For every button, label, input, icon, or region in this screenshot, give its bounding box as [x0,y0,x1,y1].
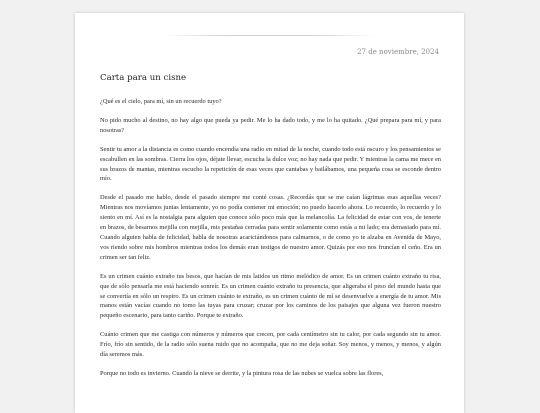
paragraph: Porque no todo es invierno. Cuando la nieve se derrite, y la pintura rosa de las nubes se vuelca sobre las flores, [100,369,384,377]
paragraph: Desde el pasado me hablo, desde el pasado siempre me conté cosas. ¿Recordás que se me caían lágrimas esas aquellas veces? Mientras nos movíamos juntas lentamente, yo no podía contener mi emoción; no puedo hacerlo ahora. Lo recuerdo, lo recuerdo y lo siento en mí. Así es la nostalgia para alguien que conoce sólo poco más que la melancolía. La felicidad de estar con vos, de tenerte en brazos, de besarnos mejilla con mejilla, mis pestañas cerradas para sentir solamente como estás a mi lado; era demasiado para mí. Cuando alguien habla de felicidad, habla de nosotras acariciándonos para calmarnos, o de como yo te alzaba en Avenida de Mayo, vos riendo sobre mis hombros mientras todos los demás eran testigos de nuestro amor. Quizás por eso nos fruncían el ceño. Era un crimen ser tan feliz. [100,194,441,261]
paragraph: No pido mucho al destino, no hay algo que pueda ya pedir. Me lo ha dado todo, y me lo ha quitado. ¿Qué prepara para mí, y para nosotras? [100,116,441,134]
letter-date: 27 de noviembre, 2024 [357,48,439,56]
letter-page [75,13,464,413]
letter-body [100,97,441,388]
paragraph: Sentir tu amor a la distancia es como cuando encendía una radio en mitad de la noche, cuando todo está oscuro y los pensamientos se escabullen en las sombras. Cierra los ojos, déjate llevar, escucha la dulce voz; no hay nada que pedir. Y mientras la cama me mece en sus brazos de mantas, mientras escucho la repetición de esas veces que cantabas y bailábamos, una pequeña cosa se esconde dentro mío. [100,145,441,183]
paragraph: Cuánto crimen que me castiga con números y números que crecen, por cada centímetro sin tu calor, por cada segundo sin tu amor. Frío, frío sin sentido, de la radio sólo suena ruido que no acompaña, que no me deja soñar. Soy menos, y menos, y menos, y algún día seremos más. [100,331,441,359]
letter-title: Carta para un cisne [100,73,187,83]
paragraph: ¿Qué es el cielo, para mí, sin un recuerdo tuyo? [100,98,222,105]
divider-ornament [163,35,375,36]
paragraph: Es un crimen cuánto extraño tus besos, que hacían de mis latidos un ritmo melódico de amor. Es un crimen cuánto extraño tu risa, que de sólo pensarla me está haciendo sonreír. Es un crimen cuánto extraño tu presencia, que aligeraba el peso del mundo hasta que se convertía en sólo un respiro. Es un crimen cuánto te extraño, es un crimen cuánto de mí se desenvuelve a energía de tu amor. Mis manos están vacías cuando no tomo las tuyas para cruzar; cruzar por los caminos de los paisajes que alguna vez fueron nuestro pequeño escenario, para tanto cariño. Porque te extraño. [100,272,441,320]
